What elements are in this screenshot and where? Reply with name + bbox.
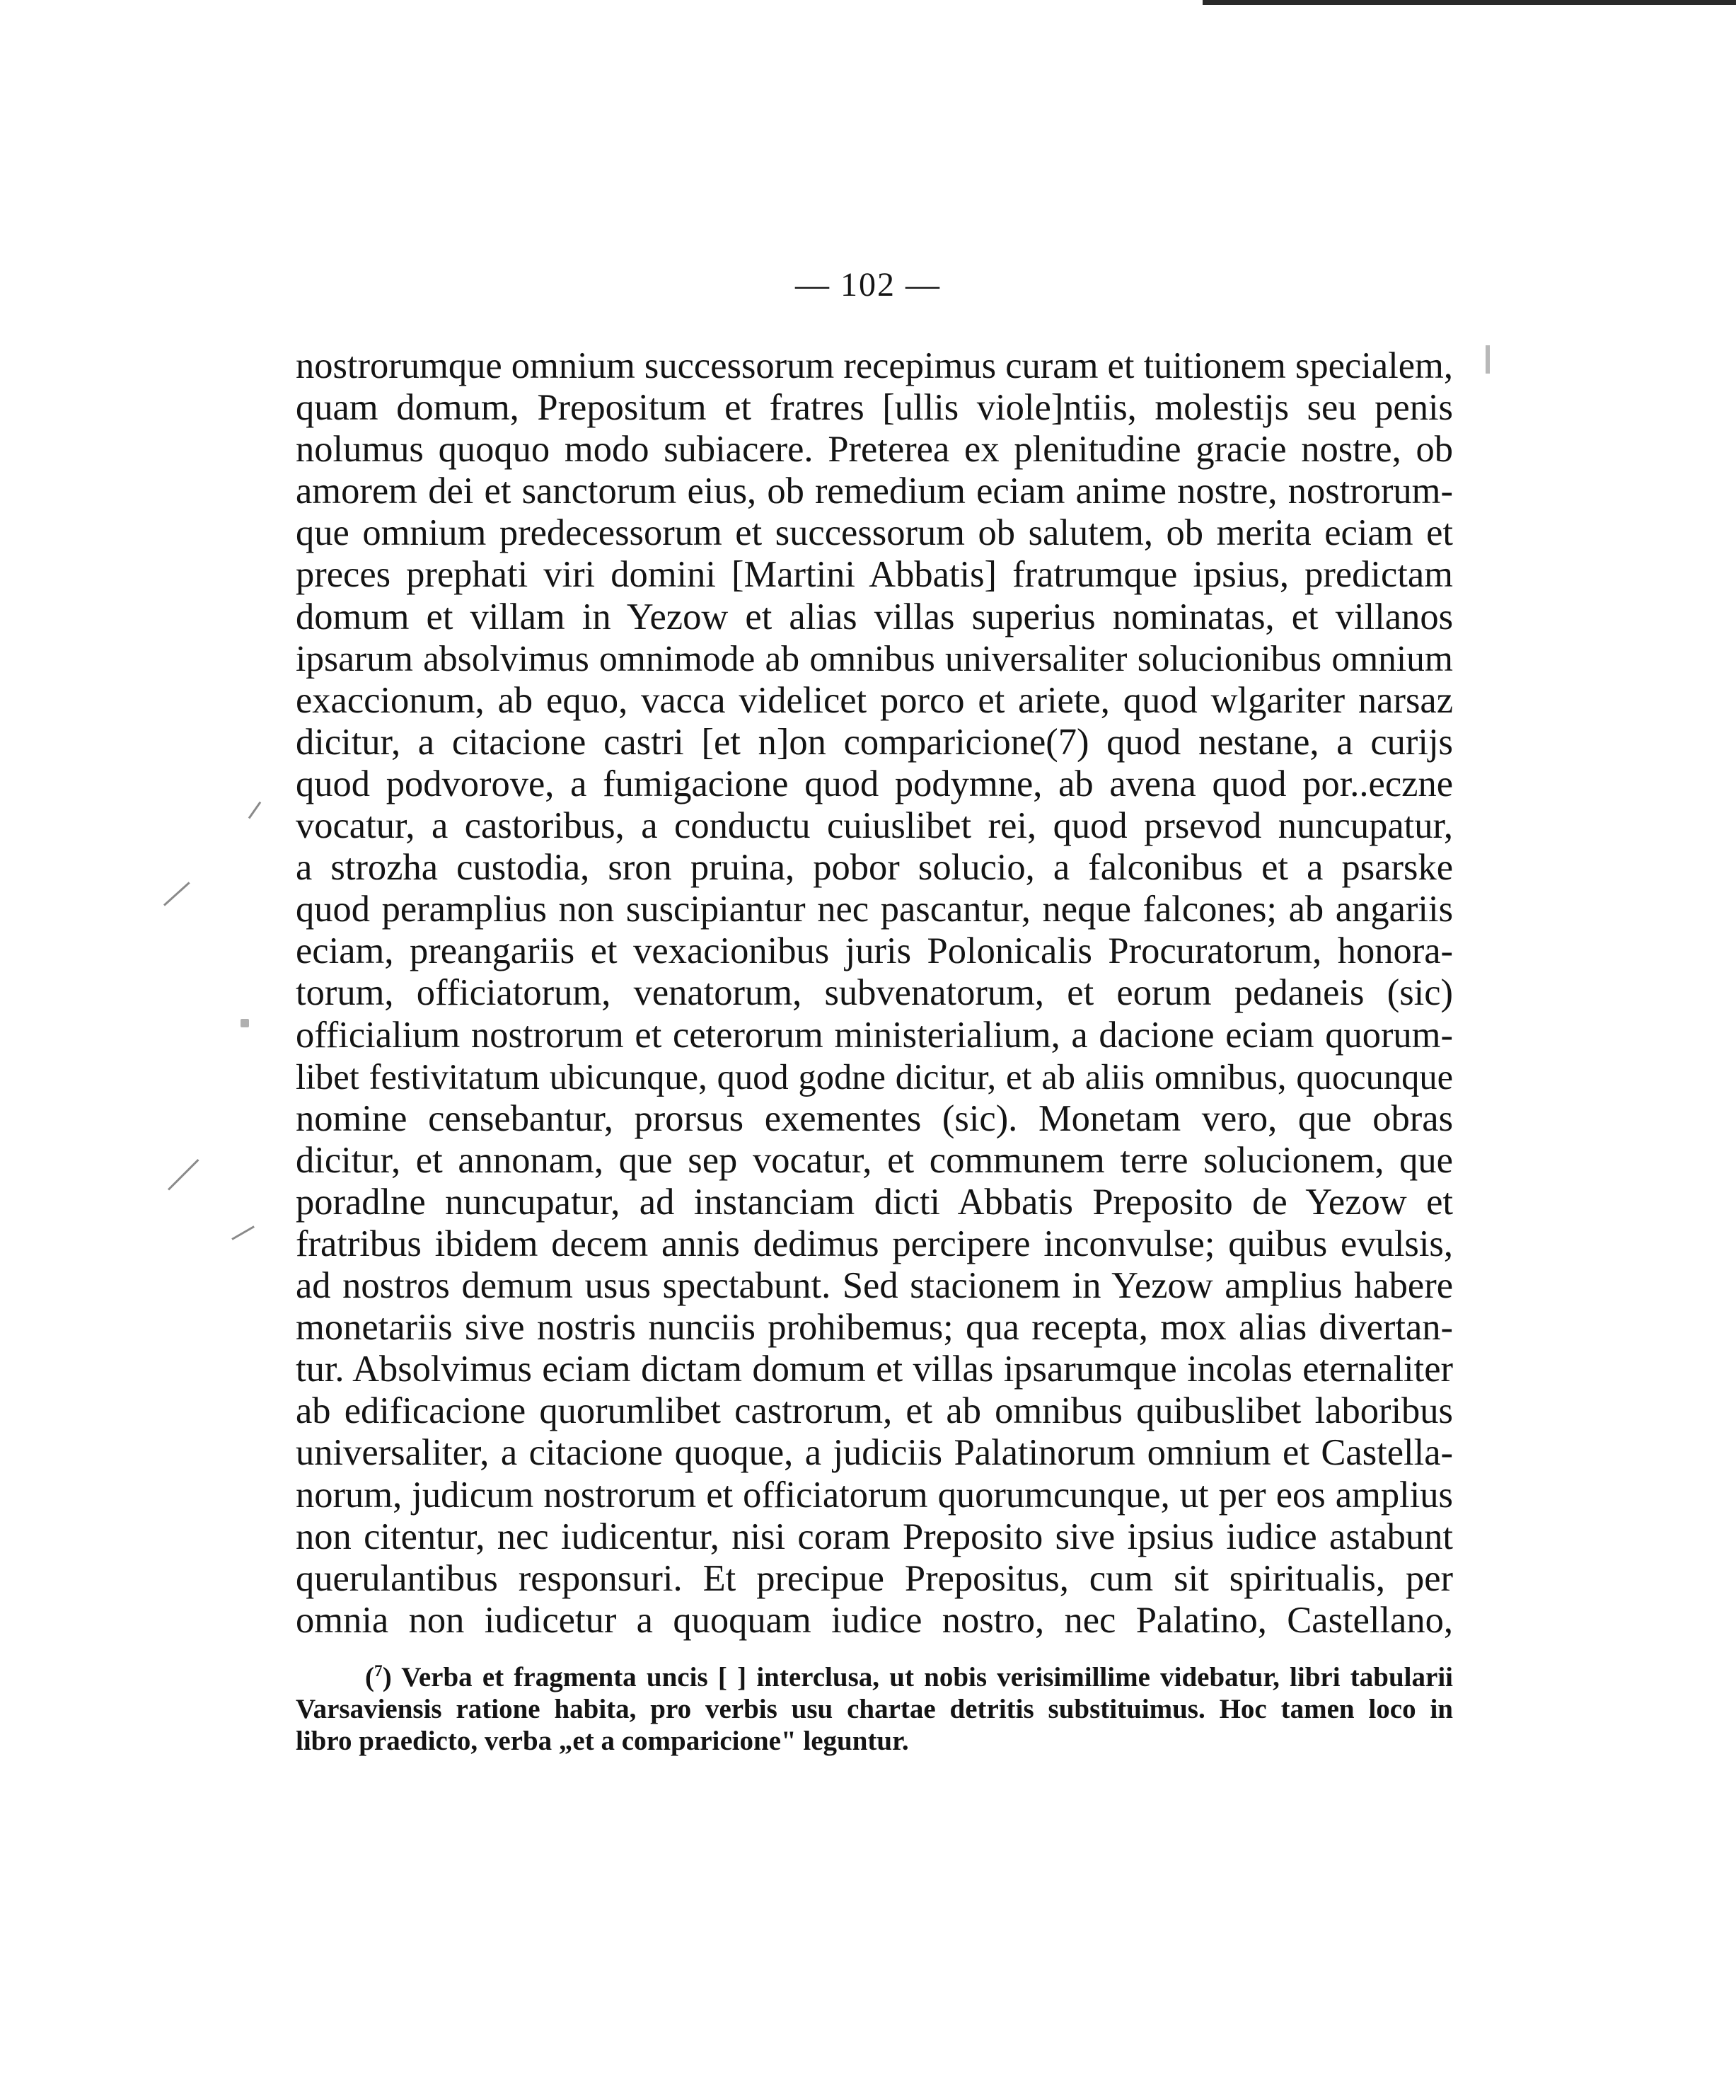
text-line: non citentur, nec iudicentur, nisi coram Preposito sive ipsius iudice astabunt (296, 1516, 1453, 1557)
top-edge-rule (1203, 0, 1736, 5)
text-line: ab edificacione quorumlibet castrorum, et ab omnibus quibuslibet laboribus (296, 1390, 1453, 1432)
text-line: fratribus ibidem decem annis dedimus percipere inconvulse; quibus evulsis, (296, 1223, 1453, 1264)
text-line: torum, officiatorum, venatorum, subvenatorum, et eorum pedaneis (sic) (296, 972, 1453, 1014)
margin-mark (248, 802, 262, 819)
text-line: preces prephati viri domini [Martini Abbatis] fratrumque ipsius, predictam (296, 554, 1453, 596)
text-line: quod peramplius non suscipiantur nec pascantur, neque falcones; ab angariis (296, 889, 1453, 930)
text-line: dicitur, a citacione castri [et n]on comparicione(7) quod nestane, a curijs (296, 721, 1453, 763)
footnote-line (296, 1661, 1453, 1693)
text-line: domum et villam in Yezow et alias villas superius nominatas, et villanos (296, 596, 1453, 638)
page-number: — 102 — (795, 266, 941, 304)
text-line: nolumus quoquo modo subiacere. Preterea ex plenitudine gracie nostre, ob (296, 429, 1453, 471)
text-line: norum, judicum nostrorum et officiatorum quorumcunque, ut per eos amplius (296, 1474, 1453, 1516)
text-line: a strozha custodia, sron pruina, pobor solucio, a falconibus et a psarske (296, 847, 1453, 889)
text-line: dicitur, et annonam, que sep vocatur, et communem terre solucionem, que (296, 1139, 1453, 1181)
text-line: poradlne nuncupatur, ad instanciam dicti Abbatis Preposito de Yezow et (296, 1181, 1453, 1223)
margin-mark (163, 882, 190, 906)
text-line: que omnium predecessorum et successorum ob salutem, ob merita eciam et (296, 512, 1453, 554)
text-line: officialium nostrorum et ceterorum ministerialium, a dacione eciam quorum- (296, 1014, 1453, 1056)
footnote-ref-number: 7 (374, 1662, 383, 1680)
text-line: universaliter, a citacione quoque, a judiciis Palatinorum omnium et Castella- (296, 1432, 1453, 1474)
margin-mark (241, 1019, 249, 1027)
text-line: ad nostros demum usus spectabunt. Sed stacionem in Yezow amplius habere (296, 1265, 1453, 1307)
text-line: ipsarum absolvimus omnimode ab omnibus universaliter solucionibus omnium (296, 638, 1453, 679)
main-text (296, 345, 1453, 1642)
text-line: monetariis sive nostris nunciis prohibemus; qua recepta, mox alias divertan- (296, 1307, 1453, 1349)
text-line: quod podvorove, a fumigacione quod podymne, ab avena quod por..eczne (296, 763, 1453, 804)
margin-mark (231, 1225, 255, 1240)
text-line: eciam, preangariis et vexacionibus juris Polonicalis Procuratorum, honora- (296, 930, 1453, 972)
text-line: nomine censebantur, prorsus exementes (sic). Monetam vero, que obras (296, 1097, 1453, 1139)
footnote-marker: ($^7$) (365, 1662, 402, 1692)
text-line: quam domum, Prepositum et fratres [ullis viole]ntiis, molestijs seu penis (296, 387, 1453, 429)
text-line: tur. Absolvimus eciam dictam domum et villas ipsarumque incolas eternaliter (296, 1349, 1453, 1390)
text-line: libet festivitatum ubicunque, quod godne dicitur, et ab aliis omnibus, quocunque (296, 1056, 1453, 1097)
footnote (296, 1661, 1453, 1757)
footnote-line: Varsaviensis ratione habita, pro verbis usu chartae detritis substituimus. Hoc tamen loco in (296, 1694, 1453, 1724)
text-line: nostrorumque omnium successorum recepimus curam et tuitionem specialem, (296, 345, 1453, 386)
margin-mark (1486, 345, 1490, 374)
text-line: querulantibus responsuri. Et precipue Prepositus, cum sit spiritualis, per (296, 1557, 1453, 1599)
text-line: amorem dei et sanctorum eius, ob remedium eciam anime nostre, nostrorum- (296, 471, 1453, 512)
text-line: vocatur, a castoribus, a conductu cuiuslibet rei, quod prsevod nuncupatur, (296, 805, 1453, 847)
footnote-text: Verba et fragmenta uncis [ ] interclusa, ut nobis verisimillime videbatur, libri tabularii (401, 1662, 1453, 1692)
text-line: exaccionum, ab equo, vacca videlicet porco et ariete, quod wlgariter narsaz (296, 679, 1453, 721)
text-line: omnia non iudicetur a quoquam iudice nostro, nec Palatino, Castellano, (296, 1599, 1453, 1641)
margin-mark (168, 1159, 199, 1191)
footnote-line: libro praedicto, verba „et a comparicione" leguntur. (296, 1726, 909, 1756)
